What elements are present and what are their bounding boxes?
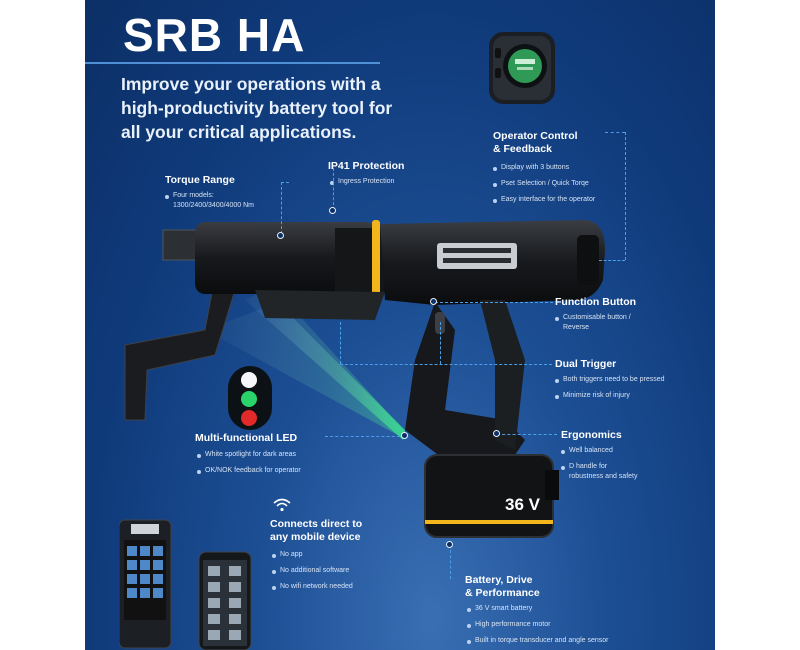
intro-line-2: high-productivity battery tool for <box>121 98 393 118</box>
callout-line-trigger <box>340 322 341 364</box>
product-poster <box>85 0 715 650</box>
operator-control-bullet-1: Display with 3 buttons <box>501 164 570 171</box>
torque-range-line-2: 1300/2400/3400/4000 Nm <box>173 202 254 209</box>
ergonomics-heading: Ergonomics <box>561 429 622 441</box>
function-button-heading: Function Button <box>555 296 637 308</box>
battery-bullet-1: 36 V smart battery <box>475 605 533 612</box>
torque-range-line-1: Four models: <box>173 192 214 199</box>
mobile-bullet-1: No app <box>280 551 303 558</box>
callout-marker-ergonomics <box>493 430 500 437</box>
operator-control-heading-2: & Feedback <box>493 143 552 155</box>
mobile-heading-2: any mobile device <box>270 531 361 543</box>
callout-line-function <box>435 302 553 303</box>
battery-heading-2: & Performance <box>465 587 540 599</box>
callout-marker-torque <box>277 232 284 239</box>
mobile-devices-illustration <box>119 518 259 650</box>
battery-heading: Battery, Drive <box>465 574 533 586</box>
ip41-heading: IP41 Protection <box>328 160 405 172</box>
function-button-line-1: Customisable button / <box>563 314 631 321</box>
callout-marker-battery <box>446 541 453 548</box>
function-button-line-2: Reverse <box>563 324 590 331</box>
intro-line-3: all your critical applications. <box>121 122 357 142</box>
led-bullet-1: White spotlight for dark areas <box>205 451 297 458</box>
operator-control-bullet-3: Easy interface for the operator <box>501 196 596 203</box>
dual-trigger-bullet-2: Minimize risk of injury <box>563 392 630 399</box>
wifi-icon <box>273 498 291 512</box>
dual-trigger-heading: Dual Trigger <box>555 358 617 370</box>
page-title: SRB HA <box>123 9 306 61</box>
mobile-heading: Connects direct to <box>270 518 363 530</box>
torque-range-heading: Torque Range <box>165 174 235 186</box>
callout-line-ip41 <box>333 168 334 210</box>
led-heading: Multi-functional LED <box>195 432 298 444</box>
callout-marker-ip41 <box>329 207 336 214</box>
mobile-bullet-3: No wifi network needed <box>280 583 353 590</box>
ip41-bullet: Ingress Protection <box>338 178 395 185</box>
callout-line-ergonomics <box>497 434 557 435</box>
led-bullet-2: OK/NOK feedback for operator <box>205 467 301 474</box>
ergonomics-bullet-2-line-1: D handle for <box>569 463 608 470</box>
ergonomics-bullet-2-line-2: robustness and safety <box>569 473 638 480</box>
operator-control-bullet-2: Pset Selection / Quick Torqe <box>501 180 589 187</box>
callout-line-torque <box>281 182 282 234</box>
operator-control-heading: Operator Control <box>493 130 578 142</box>
callout-marker-function <box>430 298 437 305</box>
callout-marker-led <box>401 432 408 439</box>
battery-voltage-label: 36 V <box>505 495 540 514</box>
callout-line-operator <box>605 132 625 133</box>
led-indicator-icon <box>228 366 272 430</box>
ergonomics-bullet-1: Well balanced <box>569 447 613 454</box>
intro-line-1: Improve your operations with a <box>121 74 381 94</box>
battery-bullet-2: High performance motor <box>475 621 551 628</box>
callout-line-battery <box>450 545 451 579</box>
dual-trigger-bullet-1: Both triggers need to be pressed <box>563 376 665 383</box>
battery-bullet-3: Built in torque transducer and angle sensor <box>475 637 609 644</box>
mobile-bullet-2: No additional software <box>280 567 350 574</box>
callout-line-led <box>325 436 405 437</box>
